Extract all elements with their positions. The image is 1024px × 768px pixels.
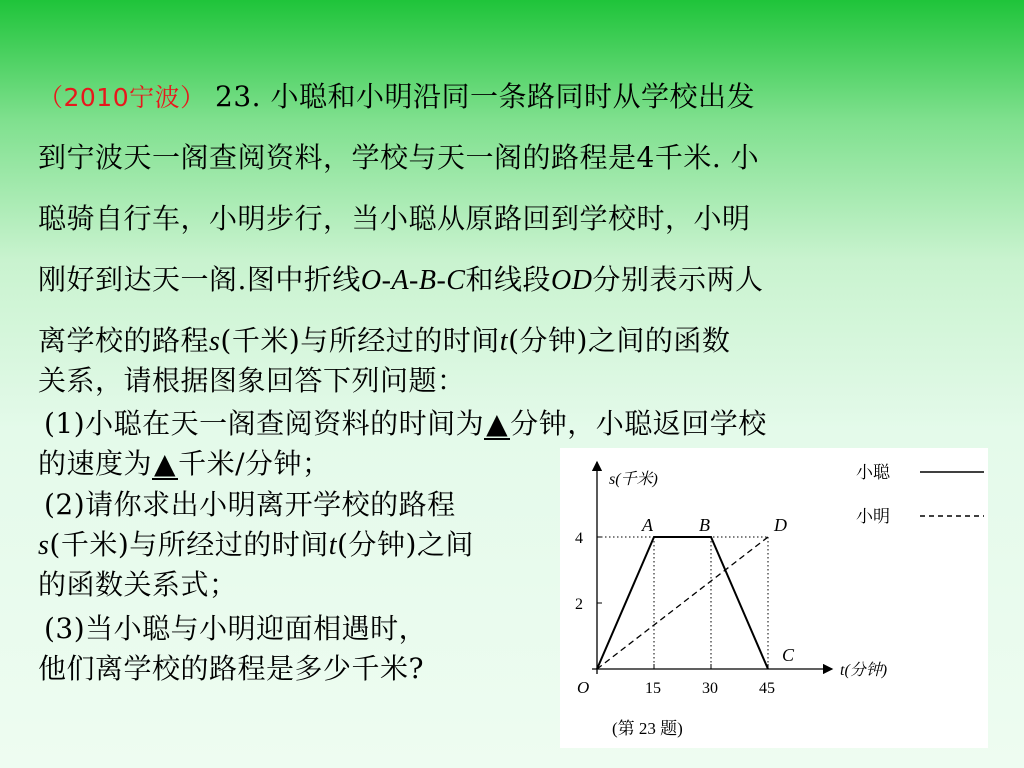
text-segment: 刚好到达天一阁.图中折线 — [38, 263, 361, 296]
x-tick-label: 45 — [759, 680, 775, 697]
text-segment: 分钟，小聪返回学校 — [510, 407, 767, 440]
variable-t: t — [328, 530, 338, 561]
problem-line-5 — [38, 324, 730, 359]
point-label: A — [642, 515, 653, 535]
text-segment: 离学校的路程 — [38, 324, 210, 357]
question-1-line-2 — [38, 447, 331, 481]
answer-blank-2: ▲ — [154, 447, 177, 480]
text-segment: (千米)与所经过的时间 — [220, 324, 500, 357]
question-3-line-1: (3)当小聪与小明迎面相遇时， — [44, 612, 428, 645]
distance-time-graph — [560, 448, 988, 748]
text-segment: 分别表示两人 — [592, 263, 764, 296]
text-segment: (1)小聪在天一阁查阅资料的时间为 — [44, 407, 485, 440]
text-segment: 的速度为 — [38, 447, 153, 480]
problem-line-2: 到宁波天一阁查阅资料，学校与天一阁的路程是4千米. 小 — [38, 141, 760, 174]
text-segment: (分钟)之间 — [337, 528, 474, 561]
polyline-label: O-A-B-C — [360, 265, 466, 296]
x-tick-label: 15 — [645, 680, 661, 697]
y-axis-label: s(千米) — [609, 471, 658, 488]
answer-blank-1: ▲ — [486, 407, 509, 440]
legend-label: 小明 — [856, 507, 890, 526]
problem-line-3: 聪骑自行车，小明步行，当小聪从原路回到学校时，小明 — [38, 202, 751, 235]
text-segment: (分钟)之间的函数 — [508, 324, 731, 357]
y-tick-label: 4 — [575, 530, 583, 547]
legend-label: 小聪 — [856, 463, 890, 482]
question-1-line-1 — [44, 407, 767, 441]
question-2-line-3: 的函数关系式； — [38, 568, 238, 601]
origin-label: O — [577, 678, 590, 697]
variable-s: s — [209, 326, 221, 357]
text-segment: 和线段 — [465, 263, 551, 296]
problem-line-6: 关系，请根据图象回答下列问题： — [38, 364, 466, 397]
point-label: C — [782, 645, 795, 665]
problem-text: 23. 小聪和小明沿同一条路同时从学校出发 — [215, 80, 755, 113]
problem-line-4 — [38, 263, 763, 298]
question-2-line-2 — [38, 528, 474, 563]
point-label: B — [699, 515, 710, 535]
question-2-line-1: (2)请你求出小明离开学校的路程 — [44, 488, 456, 521]
variable-s: s — [38, 530, 50, 561]
y-tick-label: 2 — [575, 596, 583, 613]
figure-caption: (第 23 题) — [612, 719, 683, 738]
series-line-xiaoming — [597, 537, 768, 669]
problem-line-1 — [38, 80, 755, 115]
question-3-line-2: 他们离学校的路程是多少千米? — [38, 652, 425, 685]
variable-t: t — [499, 326, 509, 357]
problem-source: （2010宁波） — [38, 83, 206, 112]
text-segment: 千米/分钟； — [178, 447, 331, 480]
point-label: D — [774, 515, 787, 535]
segment-label: OD — [551, 265, 593, 296]
text-segment: (千米)与所经过的时间 — [49, 528, 329, 561]
x-tick-label: 30 — [702, 680, 718, 697]
x-axis-label: t(分钟) — [840, 662, 888, 679]
